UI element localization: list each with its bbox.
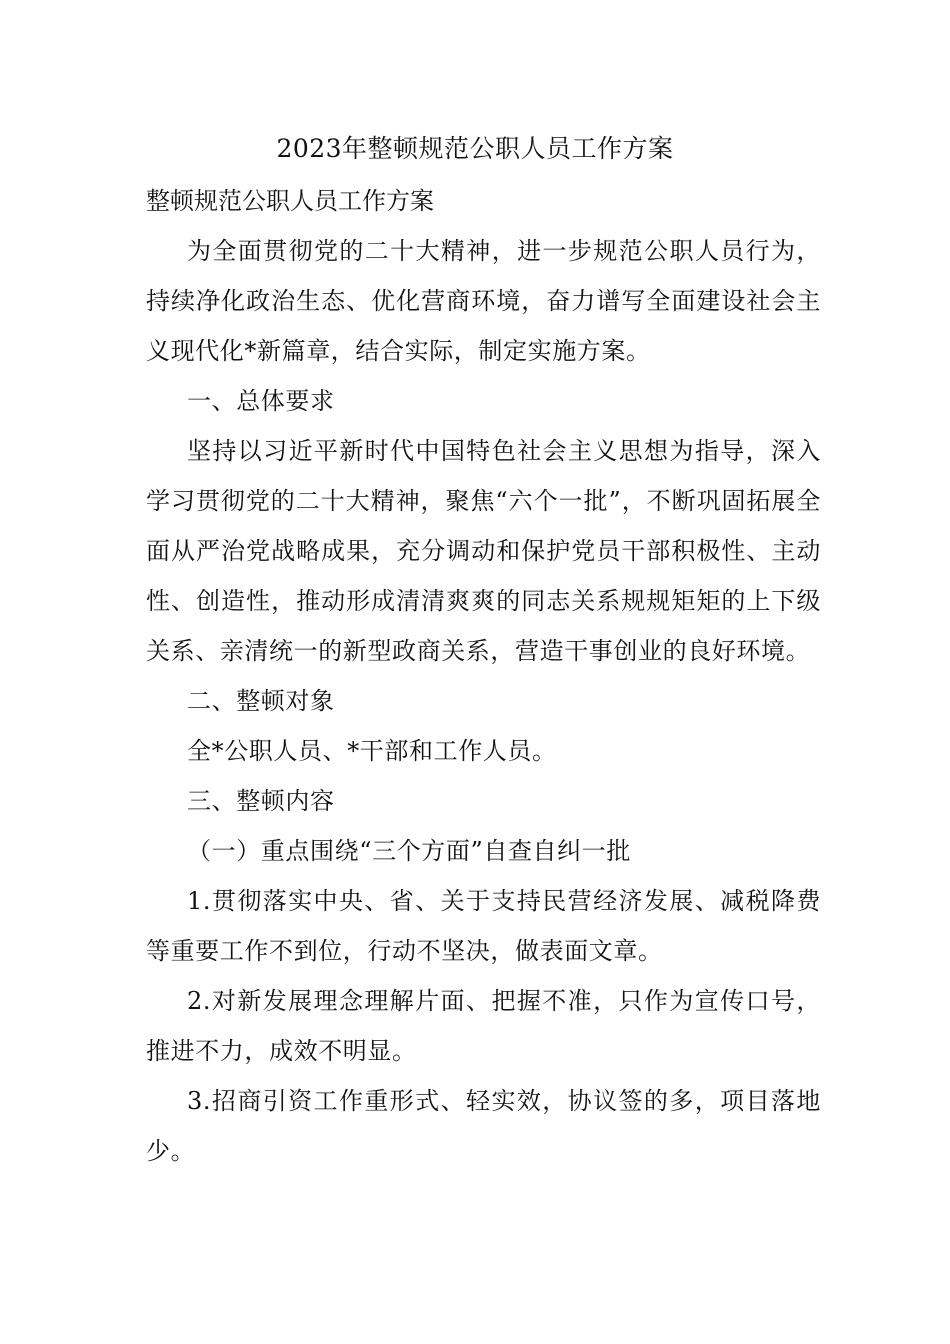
section-heading-general-requirements: 一、总体要求 [187,387,335,415]
paragraph-intro: 为全面贯彻党的二十大精神，进一步规范公职人员行为，持续净化政治生态、优化营商环境，奋力谱写全面建设社会主义现代化*新篇章，结合实际，制定实施方案。 [146,237,821,365]
paragraph-targets: 全*公职人员、*干部和工作人员。 [187,737,557,765]
subsection-heading-three-aspects: （一）重点围绕“三个方面”自查自纠一批 [187,837,631,865]
document-subtitle: 整顿规范公职人员工作方案 [146,187,434,215]
section-heading-targets: 二、整顿对象 [187,687,335,715]
document-title: 2023年整顿规范公职人员工作方案 [276,134,674,163]
list-item-2: 2.对新发展理念理解片面、把握不准，只作为宣传口号，推进不力，成效不明显。 [146,987,821,1065]
paragraph-general-requirements: 坚持以习近平新时代中国特色社会主义思想为指导，深入学习贯彻党的二十大精神，聚焦“六个一批”，不断巩固拓展全面从严治党战略成果，充分调动和保护党员干部积极性、主动性、创造性，推动形成清清爽爽的同志关系规规矩矩的上下级关系、亲清统一的新型政商关系，营造干事创业的良好环境。 [146,437,821,665]
document-body [146,226,821,1176]
list-item-3: 3.招商引资工作重形式、轻实效，协议签的多，项目落地少。 [146,1087,821,1165]
list-item-1: 1.贯彻落实中央、省、关于支持民营经济发展、减税降费等重要工作不到位，行动不坚决，做表面文章。 [146,887,821,965]
section-heading-contents: 三、整顿内容 [187,787,335,815]
